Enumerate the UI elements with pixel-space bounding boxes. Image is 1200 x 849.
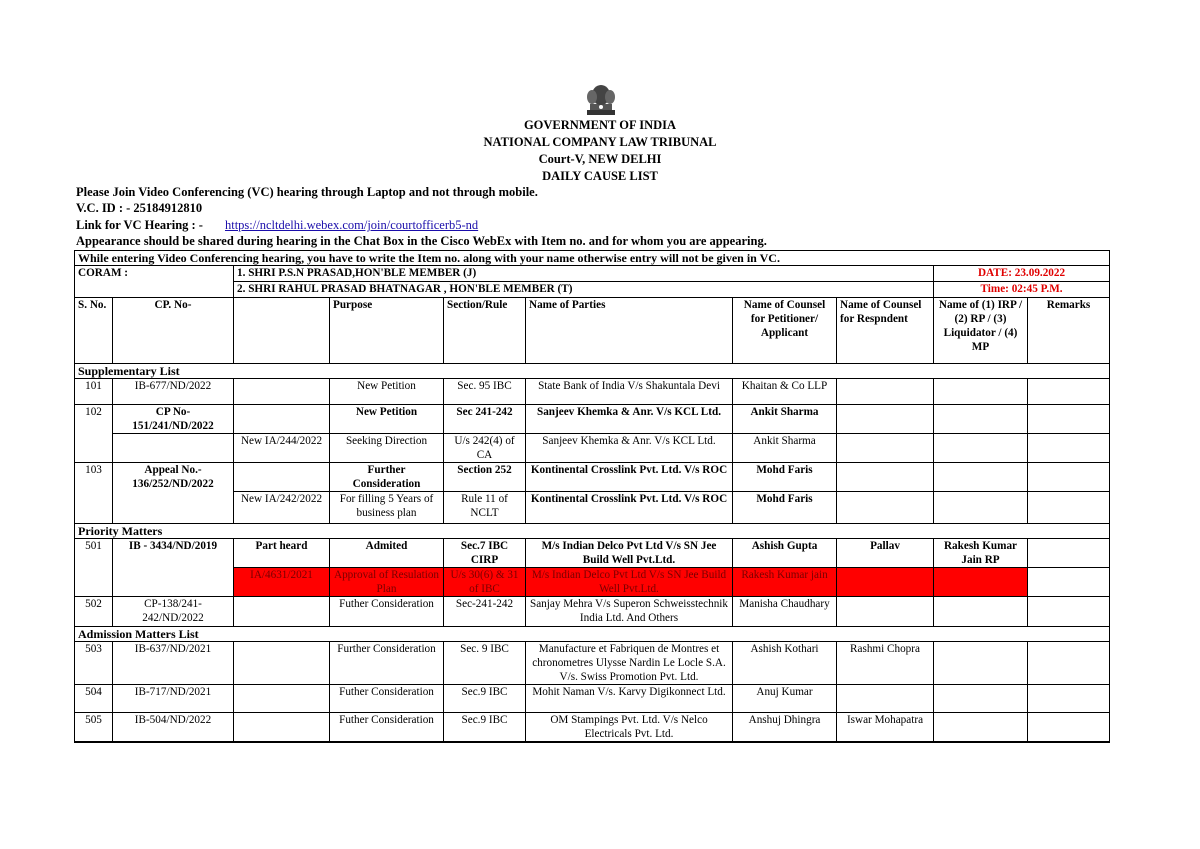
cell-cp [113, 434, 234, 463]
cell-irp: Rakesh Kumar Jain RP [934, 539, 1028, 568]
table-row [75, 713, 1110, 743]
cell-counsel-res: Iswar Mohapatra [837, 713, 934, 743]
coram-label: CORAM : [75, 266, 234, 298]
cell-counsel-res [837, 379, 934, 405]
cell-irp [934, 713, 1028, 743]
header-gov: GOVERNMENT OF INDIA [523, 118, 677, 132]
cell-purpose: Seeking Direction [330, 434, 444, 463]
cell-purpose: Futher Consideration [330, 713, 444, 743]
col-counsel-pet: Name of Counsel for Petitioner/ Applicant [733, 298, 837, 364]
cell-counsel-pet: Ashish Kothari [733, 642, 837, 685]
col-sno: S. No. [75, 298, 113, 364]
header-court: Court-V, NEW DELHI [538, 152, 662, 166]
link-label: Link for VC Hearing : - [76, 218, 203, 232]
cell-ia: IA/4631/2021 [234, 568, 330, 597]
cell-remarks [1028, 642, 1110, 685]
cell-remarks [1028, 597, 1110, 627]
cell-purpose: Approval of Resulation Plan [330, 568, 444, 597]
cell-purpose: Admited [330, 539, 444, 568]
cell-remarks [1028, 685, 1110, 713]
cell-sno: 502 [75, 597, 113, 627]
cell-irp [934, 492, 1028, 524]
cell-blank [234, 597, 330, 627]
cell-parties: Kontinental Crosslink Pvt. Ltd. V/s ROC [526, 492, 733, 524]
cell-section: Sec. 9 IBC [444, 642, 526, 685]
cell-blank [234, 713, 330, 743]
cause-list-table [74, 250, 1110, 743]
col-purpose: Purpose [330, 298, 444, 364]
cell-blank [234, 642, 330, 685]
cell-remarks [1028, 379, 1110, 405]
table-row [75, 685, 1110, 713]
cell-blank [234, 685, 330, 713]
header-list: DAILY CAUSE LIST [542, 169, 658, 183]
cell-sno: 501 [75, 539, 113, 597]
cell-sno: 102 [75, 405, 113, 463]
vc-link[interactable]: https://ncltdelhi.webex.com/join/courtofficerb5-nd [224, 218, 479, 232]
time: Time: 02:45 P.M. [934, 282, 1110, 298]
note-link [76, 218, 478, 233]
cell-cp: IB-717/ND/2021 [113, 685, 234, 713]
cell-irp [934, 405, 1028, 434]
cell-blank [234, 463, 330, 492]
col-cp: CP. No- [113, 298, 234, 364]
cell-counsel-pet: Mohd Faris [733, 492, 837, 524]
cell-irp [934, 597, 1028, 627]
cell-counsel-pet: Ashish Gupta [733, 539, 837, 568]
cell-remarks [1028, 492, 1110, 524]
cell-sno: 504 [75, 685, 113, 713]
cell-irp [934, 463, 1028, 492]
cell-counsel-pet: Manisha Chaudhary [733, 597, 837, 627]
cell-purpose: New Petition [330, 379, 444, 405]
cell-section: U/s 30(6) & 31 of IBC [444, 568, 526, 597]
cell-counsel-res [837, 434, 934, 463]
cell-purpose: Further Consideration [330, 642, 444, 685]
cell-section: U/s 242(4) of CA [444, 434, 526, 463]
note-while: While entering Video Conferencing hearing, you have to write the Item no. along with your name otherwise entry will not be given in VC. [75, 251, 1110, 266]
cell-remarks [1028, 463, 1110, 492]
cell-section: Sec.9 IBC [444, 685, 526, 713]
cell-section: Sec-241-242 [444, 597, 526, 627]
cell-sno: 505 [75, 713, 113, 743]
cell-counsel-pet: Anshuj Dhingra [733, 713, 837, 743]
cell-parties: Manufacture et Fabriquen de Montres et chronometres Ulysse Nardin Le Locle S.A. V/s. Swiss Promotion Pvt. Ltd. [526, 642, 733, 685]
cell-cp: IB-504/ND/2022 [113, 713, 234, 743]
cell-cp: IB-637/ND/2021 [113, 642, 234, 685]
cell-sno: 103 [75, 463, 113, 524]
date: DATE: 23.09.2022 [934, 266, 1110, 282]
cell-blank [234, 379, 330, 405]
cell-counsel-res: Pallav [837, 539, 934, 568]
cell-remarks [1028, 539, 1110, 568]
table-row [75, 463, 1110, 492]
cell-counsel-res [837, 685, 934, 713]
cell-remarks [1028, 434, 1110, 463]
cell-counsel-pet: Mohd Faris [733, 463, 837, 492]
cell-counsel-pet: Rakesh Kumar jain [733, 568, 837, 597]
cell-counsel-pet: Anuj Kumar [733, 685, 837, 713]
section-supplementary: Supplementary List [75, 364, 1110, 379]
section-admission: Admission Matters List [75, 627, 1110, 642]
header-tribunal: NATIONAL COMPANY LAW TRIBUNAL [483, 135, 717, 149]
cell-blank [234, 405, 330, 434]
cell-parties: Sanjay Mehra V/s Superon Schweisstechnik India Ltd. And Others [526, 597, 733, 627]
coram-member-2: 2. SHRI RAHUL PRASAD BHATNAGAR , HON'BLE MEMBER (T) [234, 282, 934, 298]
cell-counsel-res [837, 405, 934, 434]
cell-section: Sec.9 IBC [444, 713, 526, 743]
cell-irp [934, 434, 1028, 463]
col-remarks: Remarks [1028, 298, 1110, 364]
cell-ia: New IA/244/2022 [234, 434, 330, 463]
cell-parties: Sanjeev Khemka & Anr. V/s KCL Ltd. [526, 405, 733, 434]
cell-irp [934, 642, 1028, 685]
cell-counsel-pet: Ankit Sharma [733, 434, 837, 463]
note-vc-id: V.C. ID : - 25184912810 [76, 201, 203, 215]
cell-sno: 503 [75, 642, 113, 685]
cell-status: Part heard [234, 539, 330, 568]
section-priority: Priority Matters [75, 524, 1110, 539]
cell-remarks [1028, 713, 1110, 743]
col-parties: Name of Parties [526, 298, 733, 364]
note-appearance: Appearance should be shared during hearing in the Chat Box in the Cisco WebEx with Item no. and for whom you are appearing. [76, 234, 767, 248]
note-join: Please Join Video Conferencing (VC) hearing through Laptop and not through mobile. [76, 185, 538, 199]
cell-remarks [1028, 405, 1110, 434]
cell-purpose: For filling 5 Years of business plan [330, 492, 444, 524]
table-row [75, 405, 1110, 434]
cell-parties: Mohit Naman V/s. Karvy Digikonnect Ltd. [526, 685, 733, 713]
cell-purpose: Futher Consideration [330, 597, 444, 627]
col-blank [234, 298, 330, 364]
table-row [75, 597, 1110, 627]
cell-parties: State Bank of India V/s Shakuntala Devi [526, 379, 733, 405]
cell-section: Rule 11 of NCLT [444, 492, 526, 524]
cell-parties: Sanjeev Khemka & Anr. V/s KCL Ltd. [526, 434, 733, 463]
table-row [75, 642, 1110, 685]
cell-parties: Kontinental Crosslink Pvt. Ltd. V/s ROC [526, 463, 733, 492]
cell-irp [934, 685, 1028, 713]
cell-section: Section 252 [444, 463, 526, 492]
cell-counsel-pet: Ankit Sharma [733, 405, 837, 434]
cell-counsel-res [837, 597, 934, 627]
cell-ia: New IA/242/2022 [234, 492, 330, 524]
coram-member-1: 1. SHRI P.S.N PRASAD,HON'BLE MEMBER (J) [234, 266, 934, 282]
cell-parties: OM Stampings Pvt. Ltd. V/s Nelco Electricals Pvt. Ltd. [526, 713, 733, 743]
cell-parties: M/s Indian Delco Pvt Ltd V/s SN Jee Build Well Pvt.Ltd. [526, 539, 733, 568]
cell-counsel-res: Rashmi Chopra [837, 642, 934, 685]
col-irp: Name of (1) IRP / (2) RP / (3) Liquidator / (4) MP [934, 298, 1028, 364]
cell-section: Sec.7 IBC CIRP [444, 539, 526, 568]
cell-section: Sec. 95 IBC [444, 379, 526, 405]
table-row [75, 379, 1110, 405]
national-emblem-icon [583, 80, 619, 118]
cell-irp [934, 568, 1028, 597]
cell-counsel-res [837, 492, 934, 524]
cell-counsel-pet: Khaitan & Co LLP [733, 379, 837, 405]
cell-sno: 101 [75, 379, 113, 405]
table-row [75, 434, 1110, 463]
cell-counsel-res [837, 463, 934, 492]
cell-irp [934, 379, 1028, 405]
cell-purpose: Futher Consideration [330, 685, 444, 713]
table-row [75, 539, 1110, 568]
cell-parties: M/s Indian Delco Pvt Ltd V/s SN Jee Build Well Pvt.Ltd. [526, 568, 733, 597]
cell-purpose: Further Consideration [330, 463, 444, 492]
col-section: Section/Rule [444, 298, 526, 364]
cell-cp: IB - 3434/ND/2019 [113, 539, 234, 597]
col-counsel-res: Name of Counsel for Respndent [837, 298, 934, 364]
cell-purpose: New Petition [330, 405, 444, 434]
cell-remarks [1028, 568, 1110, 597]
cell-cp: Appeal No.- 136/252/ND/2022 [113, 463, 234, 524]
cell-cp: CP-138/241-242/ND/2022 [113, 597, 234, 627]
cell-counsel-res [837, 568, 934, 597]
cell-section: Sec 241-242 [444, 405, 526, 434]
cell-cp: IB-677/ND/2022 [113, 379, 234, 405]
cell-cp: CP No-151/241/ND/2022 [113, 405, 234, 434]
